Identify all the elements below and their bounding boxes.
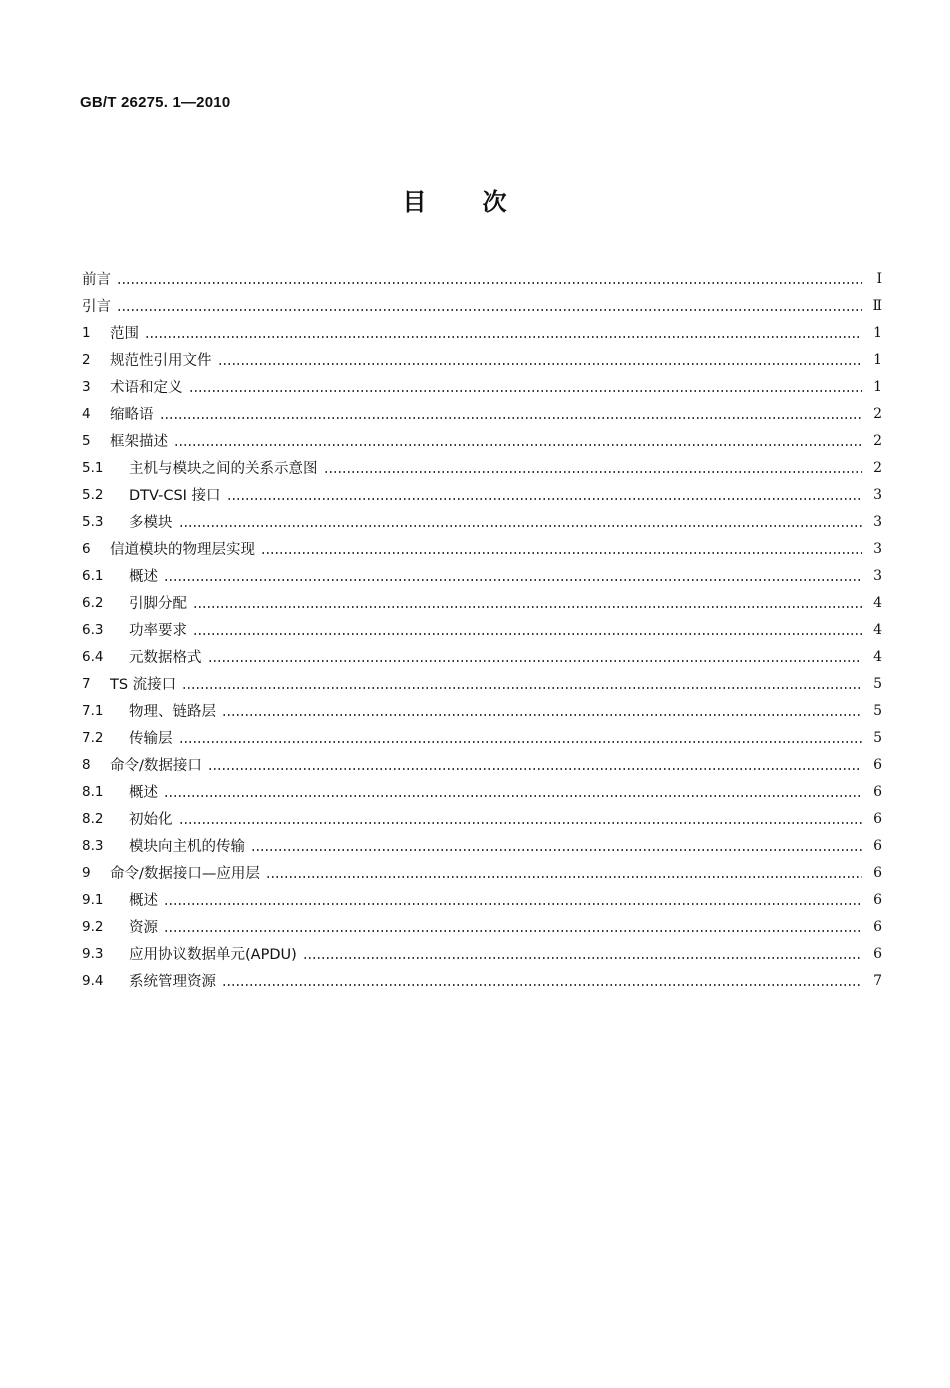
toc-entry-page: 4 [873, 621, 882, 638]
toc-entry-page: 5 [873, 702, 882, 719]
toc-entry[interactable] [82, 940, 882, 967]
dot-leader [160, 417, 863, 419]
toc-entry[interactable] [82, 832, 882, 859]
toc-entry[interactable] [82, 454, 882, 481]
toc-entry-page: 1 [873, 324, 882, 341]
toc-entry-title: 资源 [129, 920, 158, 936]
toc-entry-title: 概述 [129, 893, 158, 909]
toc-entry-title: 功率要求 [129, 623, 187, 639]
toc-entry-number: 9.4 [82, 972, 104, 989]
toc-entry-number: 6.2 [82, 594, 104, 611]
toc-entry[interactable] [82, 805, 882, 832]
toc-entry-page: 5 [873, 675, 882, 692]
dot-leader [324, 471, 863, 473]
dot-leader [222, 714, 862, 716]
dot-leader [145, 336, 862, 338]
dot-leader [179, 741, 863, 743]
dot-leader [117, 309, 862, 311]
toc-entry-number: 9.2 [82, 918, 104, 935]
toc-entry-page: Ⅱ [872, 297, 882, 314]
toc-heading: 目次 [402, 188, 563, 216]
toc-entry[interactable] [82, 697, 882, 724]
toc-entry[interactable] [82, 292, 882, 319]
toc-entry-number: 4 [82, 405, 91, 422]
toc-entry[interactable] [82, 913, 882, 940]
toc-entry-number: 9 [82, 864, 91, 881]
toc-entry[interactable] [82, 562, 882, 589]
toc-entry-title: DTV-CSI 接口 [129, 488, 221, 504]
toc-entry-number: 8.1 [82, 783, 104, 800]
toc-entry-title: 多模块 [129, 515, 173, 531]
toc-entry[interactable] [82, 643, 882, 670]
toc-entry[interactable] [82, 967, 882, 994]
toc-entry-page: 7 [873, 972, 882, 989]
toc-entry-title: 系统管理资源 [129, 974, 216, 990]
dot-leader [251, 849, 862, 851]
toc-entry-title: 范围 [110, 326, 139, 342]
toc-entry-title: 命令/数据接口 [110, 758, 202, 774]
toc-entry-title: 物理、链路层 [129, 704, 216, 720]
table-of-contents [82, 265, 882, 994]
dot-leader [174, 444, 862, 446]
toc-entry[interactable] [82, 670, 882, 697]
toc-entry[interactable] [82, 778, 882, 805]
toc-entry-title: 主机与模块之间的关系示意图 [129, 461, 318, 477]
toc-entry-page: 3 [873, 540, 882, 557]
toc-entry-title: 元数据格式 [129, 650, 202, 666]
dot-leader [208, 660, 863, 662]
toc-entry-title: TS 流接口 [110, 677, 177, 693]
toc-entry[interactable] [82, 427, 882, 454]
toc-entry-number: 6.3 [82, 621, 104, 638]
dot-leader [193, 633, 862, 635]
dot-leader [261, 552, 862, 554]
toc-entry-number: 6 [82, 540, 91, 557]
toc-entry-number: 3 [82, 378, 91, 395]
toc-entry-page: 5 [873, 729, 882, 746]
toc-entry-number: 7.2 [82, 729, 104, 746]
dot-leader [182, 687, 862, 689]
toc-entry-title: 初始化 [129, 812, 173, 828]
toc-entry-page: 3 [873, 513, 882, 530]
dot-leader [164, 579, 862, 581]
toc-entry-number: 8 [82, 756, 91, 773]
toc-entry[interactable] [82, 616, 882, 643]
dot-leader [193, 606, 862, 608]
toc-entry-page: Ⅰ [876, 270, 882, 287]
toc-entry-number: 9.3 [82, 945, 104, 962]
toc-entry[interactable] [82, 373, 882, 400]
toc-entry[interactable] [82, 481, 882, 508]
toc-entry-number: 7 [82, 675, 91, 692]
toc-entry[interactable] [82, 859, 882, 886]
toc-entry-page: 2 [873, 459, 882, 476]
standard-number: GB/T 26275. 1—2010 [80, 94, 231, 111]
toc-entry-title: 框架描述 [110, 434, 168, 450]
toc-entry[interactable] [82, 724, 882, 751]
toc-entry-number: 5.3 [82, 513, 104, 530]
toc-entry-number: 8.2 [82, 810, 104, 827]
toc-entry-page: 3 [873, 567, 882, 584]
toc-entry-number: 7.1 [82, 702, 104, 719]
toc-entry-page: 1 [873, 378, 882, 395]
toc-entry-page: 6 [873, 891, 882, 908]
toc-entry-title: 前言 [82, 272, 111, 288]
toc-entry-number: 5.1 [82, 459, 104, 476]
toc-entry[interactable] [82, 589, 882, 616]
dot-leader [164, 795, 862, 797]
toc-entry-title: 模块向主机的传输 [129, 839, 245, 855]
toc-entry-number: 5 [82, 432, 91, 449]
toc-entry[interactable] [82, 886, 882, 913]
toc-entry-number: 5.2 [82, 486, 104, 503]
dot-leader [164, 903, 862, 905]
toc-entry-title: 缩略语 [110, 407, 154, 423]
toc-entry-page: 6 [873, 918, 882, 935]
toc-entry-number: 2 [82, 351, 91, 368]
toc-entry-title: 传输层 [129, 731, 173, 747]
toc-entry-page: 6 [873, 864, 882, 881]
dot-leader [266, 876, 862, 878]
dot-leader [222, 984, 862, 986]
toc-entry-page: 2 [873, 405, 882, 422]
toc-entry[interactable] [82, 508, 882, 535]
toc-entry-number: 1 [82, 324, 91, 341]
toc-entry-page: 6 [873, 756, 882, 773]
toc-entry[interactable] [82, 265, 882, 292]
dot-leader [189, 390, 863, 392]
toc-entry-page: 3 [873, 486, 882, 503]
dot-leader [179, 822, 863, 824]
dot-leader [117, 282, 862, 284]
toc-entry-title: 引言 [82, 299, 111, 315]
toc-entry[interactable] [82, 346, 882, 373]
toc-entry-page: 6 [873, 783, 882, 800]
toc-entry-title: 概述 [129, 785, 158, 801]
dot-leader [208, 768, 862, 770]
dot-leader [179, 525, 863, 527]
toc-entry[interactable] [82, 751, 882, 778]
toc-entry-title: 信道模块的物理层实现 [110, 542, 255, 558]
toc-entry-number: 8.3 [82, 837, 104, 854]
dot-leader [303, 957, 862, 959]
toc-entry-title: 规范性引用文件 [110, 353, 212, 369]
toc-entry[interactable] [82, 400, 882, 427]
dot-leader [227, 498, 862, 500]
toc-entry-page: 6 [873, 810, 882, 827]
toc-entry-number: 6.4 [82, 648, 104, 665]
dot-leader [218, 363, 863, 365]
toc-entry-page: 1 [873, 351, 882, 368]
toc-entry-page: 4 [873, 648, 882, 665]
toc-entry-title: 应用协议数据单元(APDU) [129, 947, 297, 963]
toc-entry-page: 6 [873, 837, 882, 854]
toc-entry-page: 6 [873, 945, 882, 962]
toc-entry-title: 术语和定义 [110, 380, 183, 396]
toc-entry-title: 概述 [129, 569, 158, 585]
toc-entry-number: 9.1 [82, 891, 104, 908]
toc-entry-title: 引脚分配 [129, 596, 187, 612]
toc-entry[interactable] [82, 535, 882, 562]
dot-leader [164, 930, 862, 932]
toc-entry-title: 命令/数据接口—应用层 [110, 866, 260, 882]
toc-entry-number: 6.1 [82, 567, 104, 584]
toc-entry-page: 4 [873, 594, 882, 611]
toc-entry[interactable] [82, 319, 882, 346]
toc-entry-page: 2 [873, 432, 882, 449]
